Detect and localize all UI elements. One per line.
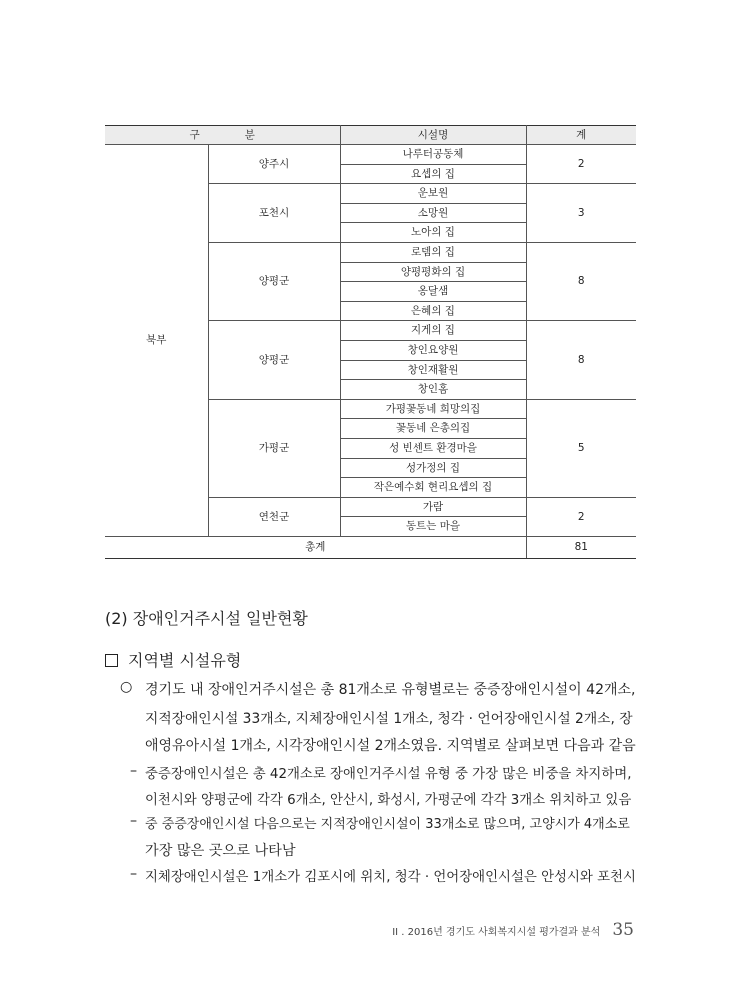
page-number: 35 xyxy=(612,920,634,940)
count-cell: 5 xyxy=(526,399,636,497)
subsection-title-text: 지역별 시설유형 xyxy=(128,651,242,670)
facility-cell: 창인홈 xyxy=(340,380,526,400)
header-facility: 시설명 xyxy=(340,126,526,145)
facility-cell: 양평평화의 집 xyxy=(340,262,526,282)
facility-cell: 가평꽃동네 희망의집 xyxy=(340,399,526,419)
facility-cell: 성가정의 집 xyxy=(340,458,526,478)
paragraph-line: 애영유아시설 1개소, 시각장애인시설 2개소였음. 지역별로 살펴보면 다음과 같음 xyxy=(145,738,636,754)
city-cell: 양주시 xyxy=(208,145,340,184)
count-cell: 2 xyxy=(526,145,636,184)
paragraph-line: 지체장애인시설은 1개소가 김포시에 위치, 청각 · 언어장애인시설은 안성시와 포천시 xyxy=(145,870,636,885)
dash-bullet-icon: – xyxy=(130,813,138,829)
total-label: 총계 xyxy=(105,536,526,558)
circle-bullet-icon: ○ xyxy=(120,679,133,695)
subsection-title xyxy=(105,648,241,671)
facility-cell: 요셉의 집 xyxy=(340,164,526,184)
table-row xyxy=(105,145,636,165)
total-row xyxy=(105,536,636,558)
count-cell: 8 xyxy=(526,242,636,320)
facility-table xyxy=(105,125,636,559)
table-header-row xyxy=(105,126,636,145)
facility-cell: 창인재활원 xyxy=(340,360,526,380)
page-footer xyxy=(392,920,634,940)
facility-cell: 옹달샘 xyxy=(340,282,526,302)
facility-cell: 지게의 집 xyxy=(340,321,526,341)
city-cell: 양평군 xyxy=(208,242,340,320)
header-gubun: 구 분 xyxy=(105,126,340,145)
count-cell: 2 xyxy=(526,497,636,536)
facility-cell: 동트는 마을 xyxy=(340,517,526,537)
city-cell: 가평군 xyxy=(208,399,340,497)
paragraph-line: 가장 많은 곳으로 나타남 xyxy=(145,843,296,859)
header-count: 계 xyxy=(526,126,636,145)
paragraph-line: 경기도 내 장애인거주시설은 총 81개소로 유형별로는 중증장애인시설이 42개소, xyxy=(145,682,636,698)
facility-cell: 창인요양원 xyxy=(340,340,526,360)
facility-cell: 로뎀의 집 xyxy=(340,242,526,262)
city-cell: 포천시 xyxy=(208,184,340,243)
region-cell: 북부 xyxy=(105,145,208,537)
city-cell: 연천군 xyxy=(208,497,340,536)
footer-text: II . 2016년 경기도 사회복지시설 평가결과 분석 xyxy=(392,927,601,938)
facility-cell: 노아의 집 xyxy=(340,223,526,243)
section-title: (2) 장애인거주시설 일반현황 xyxy=(105,609,308,628)
facility-cell: 소망원 xyxy=(340,203,526,223)
facility-cell: 작은예수회 현리요셉의 집 xyxy=(340,478,526,498)
paragraph-line: 이천시와 양평군에 각각 6개소, 안산시, 화성시, 가평군에 각각 3개소 위치하고 있음 xyxy=(145,793,632,808)
count-cell: 8 xyxy=(526,321,636,399)
facility-cell: 성 빈센트 환경마을 xyxy=(340,438,526,458)
facility-cell: 가람 xyxy=(340,497,526,517)
dash-bullet-icon: – xyxy=(130,866,138,882)
facility-cell: 나루터공동체 xyxy=(340,145,526,165)
facility-cell: 꽃동네 은총의집 xyxy=(340,419,526,439)
facility-cell: 은혜의 집 xyxy=(340,301,526,321)
paragraph-line: 중 중증장애인시설 다음으로는 지적장애인시설이 33개소로 많으며, 고양시가 4개소로 xyxy=(145,817,630,832)
total-value: 81 xyxy=(526,536,636,558)
facility-cell: 운보원 xyxy=(340,184,526,204)
dash-bullet-icon: – xyxy=(130,763,138,779)
paragraph-line: 중증장애인시설은 총 42개소로 장애인거주시설 유형 중 가장 많은 비중을 차지하며, xyxy=(145,767,632,782)
checkbox-square-icon xyxy=(105,654,118,667)
city-cell: 양평군 xyxy=(208,321,340,399)
count-cell: 3 xyxy=(526,184,636,243)
paragraph-line: 지적장애인시설 33개소, 지체장애인시설 1개소, 청각 · 언어장애인시설 2개소, 장 xyxy=(145,711,633,727)
